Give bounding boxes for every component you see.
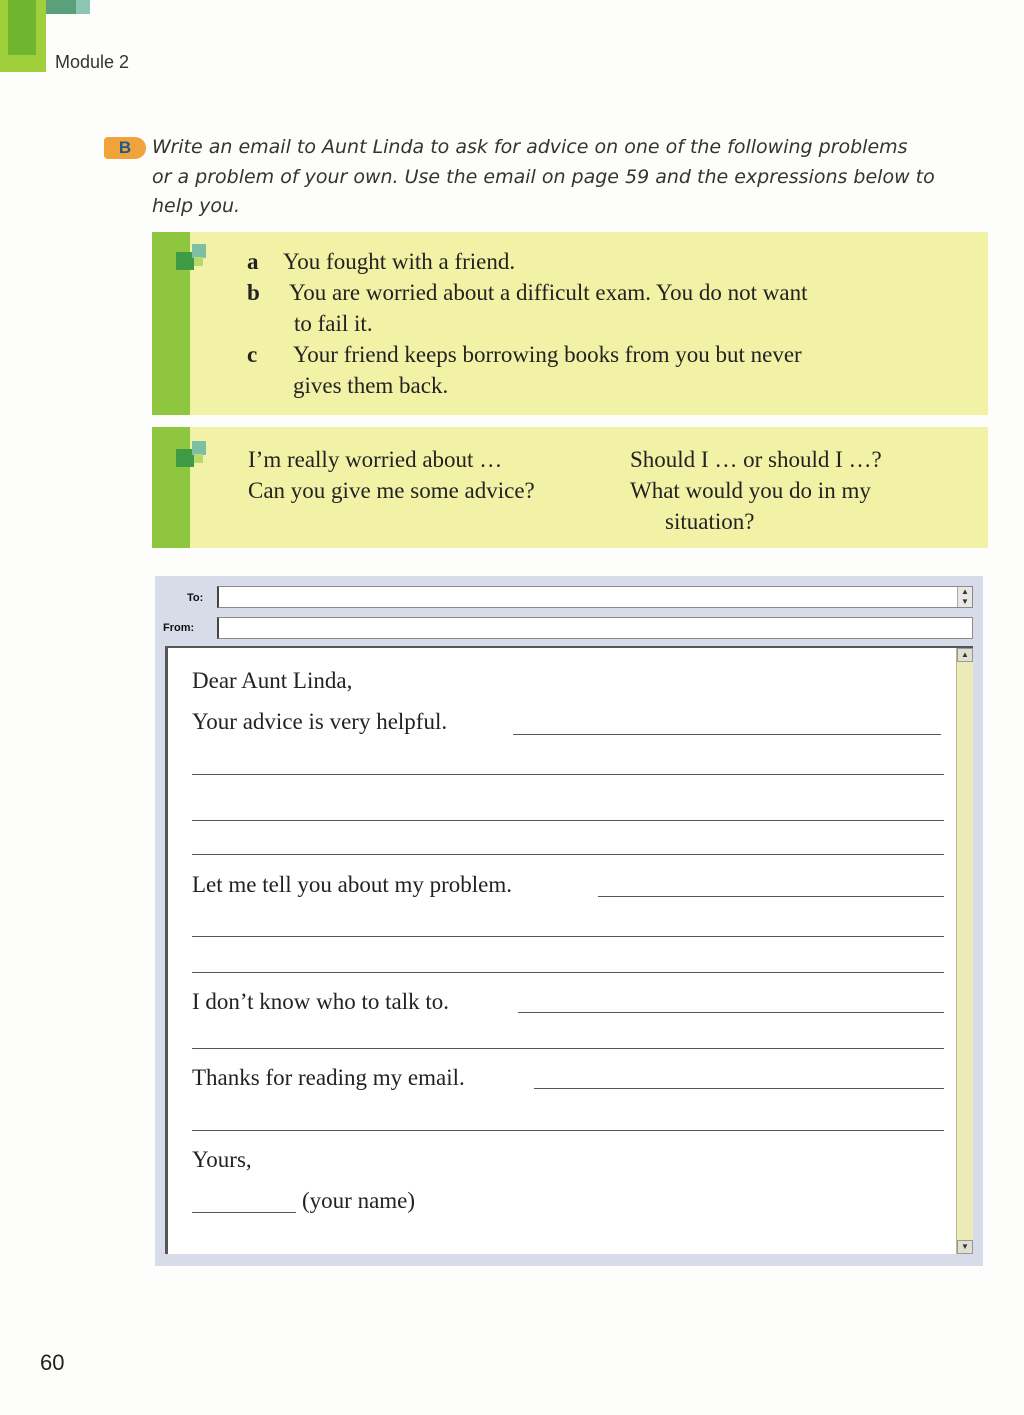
task-instruction: Write an email to Aunt Linda to ask for advice on one of the following problems or a problem of your own. Use the email on page 59 and the expressions below to help you.: [152, 136, 935, 217]
writing-line: [534, 1088, 944, 1089]
page-number: 60: [40, 1350, 65, 1375]
from-field[interactable]: [217, 617, 973, 639]
task-badge: B: [104, 137, 146, 159]
problems-box: a You fought with a friend. b You are worried about a difficult exam. You do not want to fail it. c Your friend keeps borrowing books from you but never gives them back.: [152, 232, 988, 415]
prompt-line: I don’t know who to talk to.: [192, 989, 450, 1014]
to-scroll-icon[interactable]: ▲ ▼: [957, 587, 972, 607]
writing-line: [192, 820, 944, 821]
prompt-line: Your advice is very helpful.: [192, 709, 448, 734]
expressions-box: [152, 427, 988, 548]
prompt-line: Thanks for reading my email.: [192, 1065, 465, 1090]
vertical-scrollbar[interactable]: [956, 648, 973, 1254]
name-line: [192, 1212, 296, 1213]
expression: Can you give me some advice?: [248, 478, 535, 503]
writing-line: [192, 1048, 944, 1049]
to-label: To:: [187, 592, 204, 604]
email-body[interactable]: [165, 646, 973, 1254]
to-field[interactable]: [217, 586, 973, 608]
expression: Should I … or should I …?: [630, 447, 882, 472]
module-label: Module 2: [55, 52, 130, 72]
greeting: Dear Aunt Linda,: [192, 668, 353, 693]
scroll-up-icon[interactable]: ▲: [957, 648, 973, 662]
writing-line: [598, 896, 944, 897]
expression: I’m really worried about …: [248, 447, 503, 472]
expression: situation?: [665, 509, 755, 534]
writing-line: [192, 972, 944, 973]
writing-line: [192, 936, 944, 937]
writing-line: [192, 854, 944, 855]
expression: What would you do in my: [630, 478, 871, 503]
from-label: From:: [163, 622, 195, 634]
email-window: [155, 576, 983, 1266]
writing-line: [192, 1130, 944, 1131]
writing-line: [513, 734, 941, 735]
prompt-line: Let me tell you about my problem.: [192, 872, 513, 897]
closing: Yours,: [192, 1147, 252, 1172]
writing-line: [518, 1012, 944, 1013]
scroll-down-icon[interactable]: ▼: [957, 1240, 973, 1254]
writing-line: [192, 774, 944, 775]
name-prompt: (your name): [302, 1188, 416, 1213]
